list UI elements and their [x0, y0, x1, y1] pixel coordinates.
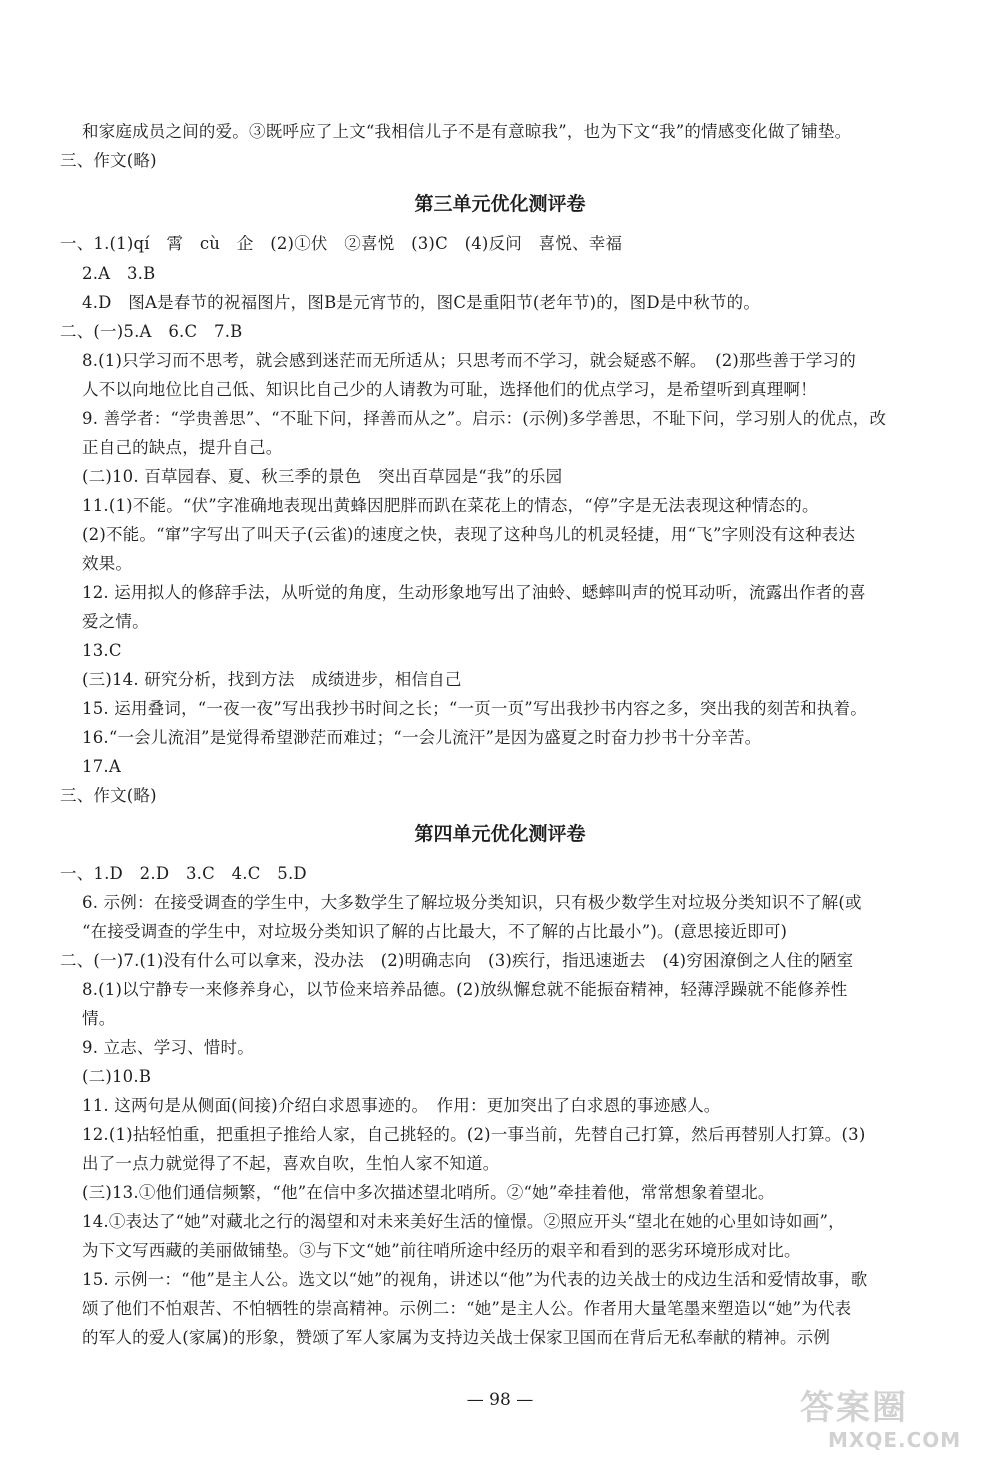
text-line: 6. 示例：在接受调查的学生中，大多数学生了解垃圾分类知识，只有极少数学生对垃圾分类知识不了解(或: [82, 893, 862, 912]
text-line: 爱之情。: [82, 612, 149, 631]
text-line: (2)不能。“窜”字写出了叫天子(云雀)的速度之快，表现了这种鸟儿的机灵轻捷，用“飞”字则没有这种表达: [82, 525, 856, 544]
text-line: (二)10. 百草园春、夏、秋三季的景色 突出百草园是“我”的乐园: [82, 467, 563, 486]
watermark-logo-text: 答案圈: [800, 1388, 908, 1428]
text-line: 二、(一)7.(1)没有什么可以拿来，没办法 (2)明确志向 (3)疾行，指迅速逝去 (4)穷困潦倒之人住的陋室: [60, 951, 854, 970]
text-line: 9. 善学者：“学贵善思”、“不耻下问，择善而从之”。启示：(示例)多学善思，不耻下问，学习别人的优点，改: [82, 409, 887, 428]
text-line: “在接受调查的学生中，对垃圾分类知识了解的占比最大，不了解的占比最小”)。(意思接近即可): [82, 922, 788, 941]
text-line: 12. 运用拟人的修辞手法，从听觉的角度，生动形象地写出了油蛉、蟋蟀叫声的悦耳动听，流露出作者的喜: [82, 583, 866, 602]
section-title-unit-4: 第四单元优化测评卷: [414, 823, 586, 845]
text-line: 三、作文(略): [60, 786, 157, 805]
text-line: (三)13.①他们通信频繁，“他”在信中多次描述望北哨所。②“她”牵挂着他，常常想象着望北。: [82, 1183, 775, 1202]
text-line: 17.A: [82, 757, 121, 776]
text-line: 一、1.D 2.D 3.C 4.C 5.D: [60, 864, 307, 883]
text-line: 出了一点力就觉得了不起，喜欢自吹，生怕人家不知道。: [82, 1154, 500, 1173]
text-line: 14.①表达了“她”对藏北之行的渴望和对未来美好生活的憧憬。②照应开头“望北在她的心里如诗如画”，: [82, 1212, 845, 1231]
text-line: 8.(1)只学习而不思考，就会感到迷茫而无所适从；只思考而不学习，就会疑惑不解。 (2)那些善于学习的: [82, 351, 856, 370]
text-line: 11. 这两句是从侧面(间接)介绍白求恩事迹的。 作用：更加突出了白求恩的事迹感人。: [82, 1096, 721, 1115]
site-watermark: [800, 1388, 990, 1458]
text-line: 9. 立志、学习、惜时。: [82, 1038, 254, 1057]
text-line: 正自己的缺点，提升自己。: [82, 438, 283, 457]
text-line: 15. 运用叠词，“一夜一夜”写出我抄书时间之长；“一页一页”写出我抄书内容之多，突出我的刻苦和执着。: [82, 699, 867, 718]
text-line: 颂了他们不怕艰苦、不怕牺牲的崇高精神。示例二：“她”是主人公。作者用大量笔墨来塑造以“她”为代表: [82, 1299, 852, 1318]
text-line: 为下文写西藏的美丽做铺垫。③与下文“她”前往哨所途中经历的艰辛和看到的恶劣环境形成对比。: [82, 1241, 801, 1260]
text-line: 二、(一)5.A 6.C 7.B: [60, 322, 243, 341]
text-line: 的军人的爱人(家属)的形象，赞颂了军人家属为支持边关战士保家卫国而在背后无私奉献的精神。示例: [82, 1328, 831, 1347]
section-title-unit-3: 第三单元优化测评卷: [414, 193, 586, 215]
text-line: 13.C: [82, 641, 122, 660]
text-line: 和家庭成员之间的爱。③既呼应了上文“我相信儿子不是有意晾我”，也为下文“我”的情感变化做了铺垫。: [82, 122, 852, 141]
page-number: — 98 —: [466, 1390, 534, 1410]
text-line: 8.(1)以宁静专一来修养身心，以节俭来培养品德。(2)放纵懈怠就不能振奋精神，轻薄浮躁就不能修养性: [82, 980, 848, 999]
text-line: 一、1.(1)qí 霄 cù 企 (2)①伏 ②喜悦 (3)C (4)反问 喜悦、幸福: [60, 234, 623, 253]
text-line: 15. 示例一：“他”是主人公。选文以“她”的视角，讲述以“他”为代表的边关战士的戍边生活和爱情故事，歌: [82, 1270, 868, 1289]
text-line: 人不以向地位比自己低、知识比自己少的人请教为可耻，选择他们的优点学习，是希望听到真理啊！: [82, 380, 817, 399]
text-line: (二)10.B: [82, 1067, 152, 1086]
text-line: 12.(1)拈轻怕重，把重担子推给人家，自己挑轻的。(2)一事当前，先替自己打算，然后再替别人打算。(3): [82, 1125, 866, 1144]
text-line: 三、作文(略): [60, 151, 157, 170]
text-line: 效果。: [82, 554, 133, 573]
text-line: 11.(1)不能。“伏”字准确地表现出黄蜂因肥胖而趴在菜花上的情态，“停”字是无法表现这种情态的。: [82, 496, 819, 515]
watermark-url-text: MXQE.COM: [828, 1428, 962, 1452]
text-line: 2.A 3.B: [82, 264, 156, 283]
text-line: 16.“一会儿流泪”是觉得希望渺茫而难过；“一会儿流汗”是因为盛夏之时奋力抄书十分辛苦。: [82, 728, 762, 747]
text-line: 4.D 图A是春节的祝福图片，图B是元宵节的，图C是重阳节(老年节)的，图D是中秋节的。: [82, 293, 761, 312]
text-line: 情。: [82, 1009, 116, 1028]
text-line: (三)14. 研究分析，找到方法 成绩进步，相信自己: [82, 670, 462, 689]
